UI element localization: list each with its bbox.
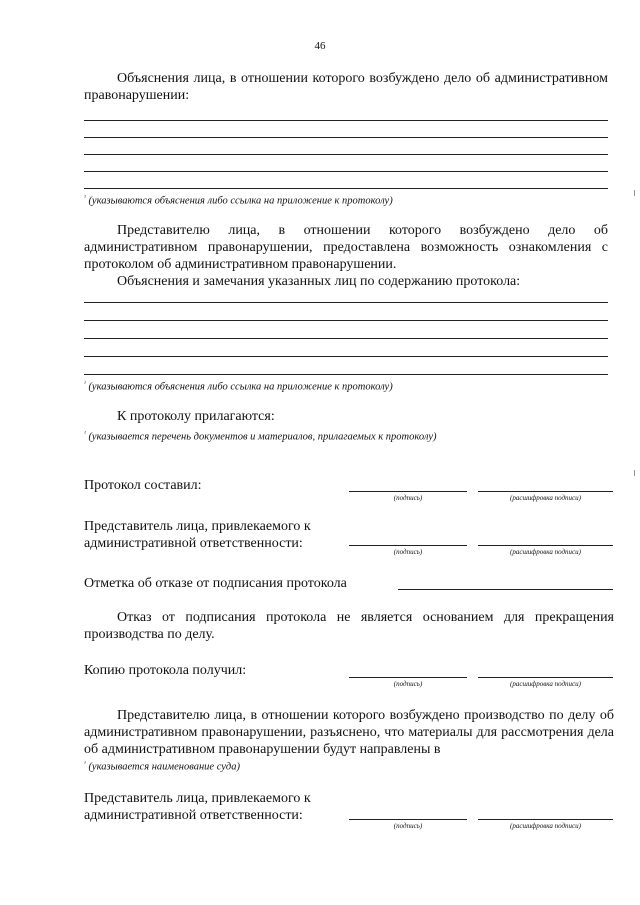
fill-line <box>84 374 608 375</box>
refusal-paragraph: Отказ от подписания протокола не является основанием для прекращения производства по делу. <box>84 610 614 642</box>
page-number: 46 <box>314 40 326 52</box>
decoding-line <box>478 545 613 546</box>
signature-line <box>349 545 467 546</box>
fill-line <box>84 188 608 189</box>
fill-line <box>84 356 608 357</box>
representative-label: Представитель лица, привлекаемого к административной ответственности: <box>84 519 311 551</box>
explanations-heading: Объяснения лица, в отношении которого возбуждено дело об административном правонарушении: <box>84 71 608 103</box>
signature-line <box>349 677 467 678</box>
fill-line <box>84 320 608 321</box>
scan-edge-mark <box>634 470 635 476</box>
attachments-heading: К протоколу прилагаются: <box>117 409 275 424</box>
fill-line <box>84 338 608 339</box>
refusal-mark-label: Отметка об отказе от подписания протокола <box>84 576 347 591</box>
fill-line <box>84 154 608 155</box>
scan-edge-mark <box>634 190 635 196</box>
representative-label-2: Представитель лица, привлекаемого к административной ответственности: <box>84 791 311 823</box>
fill-line <box>84 171 608 172</box>
decoding-caption: (расшифровка подписи) <box>510 680 581 688</box>
remarks-heading: Объяснения и замечания указанных лиц по содержанию протокола: <box>117 274 521 289</box>
familiarization-paragraph: Представителю лица, в отношении которого возбуждено дело об административном правонарушении, предоставлена возможность ознакомления с протоколом об административном правонарушении. <box>84 223 608 272</box>
decoding-line <box>478 677 613 678</box>
decoding-caption: (расшифровка подписи) <box>510 822 581 830</box>
court-paragraph: Представителю лица, в отношении которого возбуждено производство по делу об административном правонарушении, разъяснено, что материалы для рассмотрения дела об административном правонарушении будут направлены в <box>84 708 614 757</box>
signature-caption: (подпись) <box>393 680 423 688</box>
refusal-line <box>398 589 613 590</box>
signature-caption: (подпись) <box>393 822 423 830</box>
fill-line <box>84 120 608 121</box>
signature-line <box>349 819 467 820</box>
decoding-caption: (расшифровка подписи) <box>510 494 581 502</box>
signature-caption: (подпись) <box>393 548 423 556</box>
decoding-line <box>478 491 613 492</box>
signature-caption: (подпись) <box>393 494 423 502</box>
court-note: $^{^1}$ (указывается наименование суда) <box>84 761 240 773</box>
decoding-line <box>478 819 613 820</box>
signature-line <box>349 491 467 492</box>
remarks-note: $^{^1}$ (указываются объяснения либо ссылка на приложение к протоколу) <box>84 381 393 393</box>
copy-received-label: Копию протокола получил: <box>84 663 247 678</box>
fill-line <box>84 137 608 138</box>
explanations-note: $^{^1}$ (указываются объяснения либо ссылка на приложение к протоколу) <box>84 195 393 207</box>
decoding-caption: (расшифровка подписи) <box>510 548 581 556</box>
compiled-by-label: Протокол составил: <box>84 478 202 493</box>
attachments-note: $^{^1}$ (указывается перечень документов и материалов, прилагаемых к протоколу) <box>84 431 437 443</box>
fill-line <box>84 302 608 303</box>
